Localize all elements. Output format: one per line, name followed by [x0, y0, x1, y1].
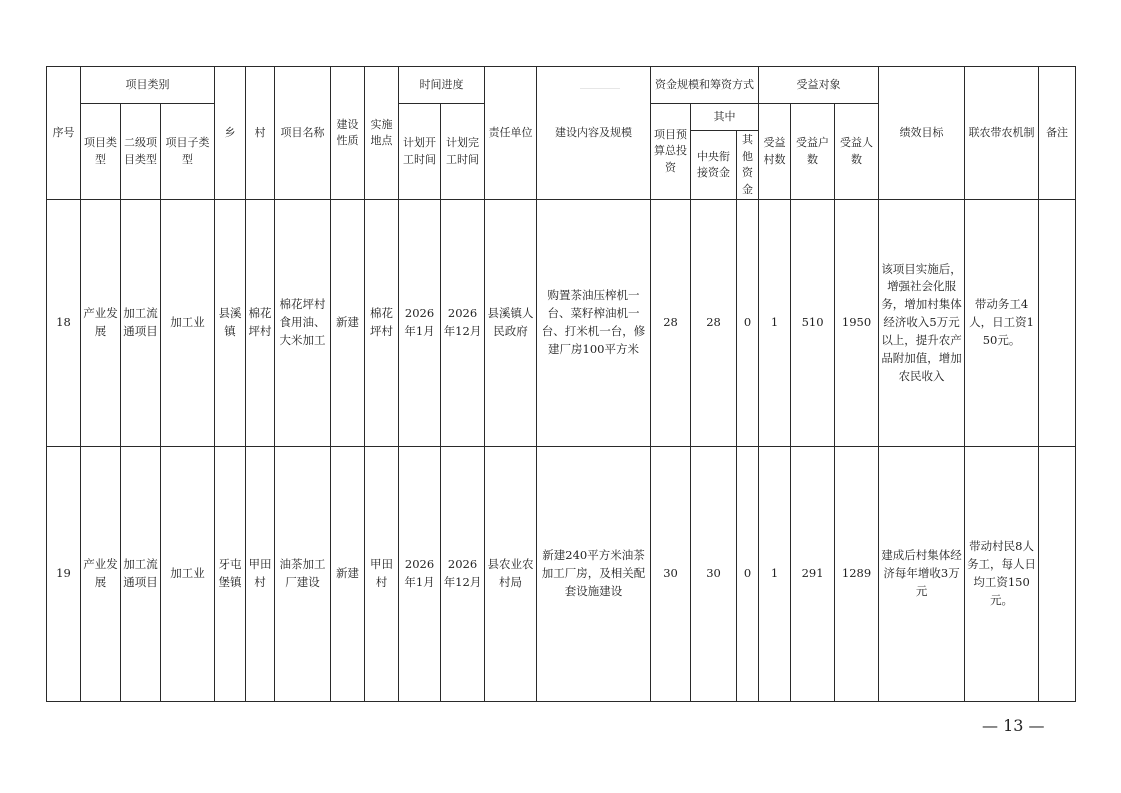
- cell-benefit-people: 1289: [835, 447, 879, 702]
- header-funding: 资金规模和筹资方式: [651, 67, 759, 104]
- cell-project-type: 产业发展: [81, 447, 121, 702]
- cell-project-type: 产业发展: [81, 200, 121, 447]
- cell-location: 棉花坪村: [365, 200, 399, 447]
- cell-location: 甲田村: [365, 447, 399, 702]
- table-row: [47, 447, 1076, 702]
- header-remarks: 备注: [1039, 67, 1076, 200]
- cell-village: 甲田村: [246, 447, 275, 702]
- cell-farmer-mechanism: 带动务工4人，日工资150元。: [965, 200, 1039, 447]
- cell-other-funds: 0: [737, 447, 759, 702]
- header-location: 实施地点: [365, 67, 399, 200]
- cell-secondary-type: 加工流通项目: [121, 200, 161, 447]
- cell-benefit-villages: 1: [759, 200, 791, 447]
- cell-serial: 18: [47, 200, 81, 447]
- header-village: 村: [246, 67, 275, 200]
- cell-central-funds: 28: [691, 200, 737, 447]
- cell-total-budget: 28: [651, 200, 691, 447]
- header-content-scale: 建设内容及规模: [537, 67, 651, 200]
- cell-benefit-villages: 1: [759, 447, 791, 702]
- header-project-type: 项目类型: [81, 104, 121, 200]
- faint-stamp-mark: [580, 88, 620, 103]
- header-other-funds: 其他资金: [737, 131, 759, 200]
- cell-township: 县溪镇: [215, 200, 246, 447]
- cell-content-scale: 购置茶油压榨机一台、菜籽榨油机一台、打米机一台，修建厂房100平方米: [537, 200, 651, 447]
- header-total-budget: 项目预算总投资: [651, 104, 691, 200]
- cell-planned-start: 2026年1月: [399, 447, 441, 702]
- header-township: 乡: [215, 67, 246, 200]
- cell-planned-end: 2026年12月: [441, 447, 485, 702]
- cell-benefit-households: 291: [791, 447, 835, 702]
- cell-planned-end: 2026年12月: [441, 200, 485, 447]
- cell-construction-nature: 新建: [331, 200, 365, 447]
- cell-village: 棉花坪村: [246, 200, 275, 447]
- header-beneficiaries: 受益对象: [759, 67, 879, 104]
- cell-farmer-mechanism: 带动村民8人务工，每人日均工资150元。: [965, 447, 1039, 702]
- header-of-which: 其中: [691, 104, 759, 131]
- header-performance-goal: 绩效目标: [879, 67, 965, 200]
- cell-content-scale: 新建240平方米油茶加工厂房，及相关配套设施建设: [537, 447, 651, 702]
- cell-other-funds: 0: [737, 200, 759, 447]
- cell-serial: 19: [47, 447, 81, 702]
- header-benefit-people: 受益人数: [835, 104, 879, 200]
- cell-remarks: [1039, 200, 1076, 447]
- header-serial: 序号: [47, 67, 81, 200]
- header-benefit-households: 受益户数: [791, 104, 835, 200]
- cell-central-funds: 30: [691, 447, 737, 702]
- header-planned-end: 计划完工时间: [441, 104, 485, 200]
- page-number: — 13 —: [982, 716, 1045, 735]
- cell-remarks: [1039, 447, 1076, 702]
- cell-responsible-unit: 县农业农村局: [485, 447, 537, 702]
- cell-sub-type: 加工业: [161, 447, 215, 702]
- header-project-category: 项目类别: [81, 67, 215, 104]
- cell-sub-type: 加工业: [161, 200, 215, 447]
- cell-secondary-type: 加工流通项目: [121, 447, 161, 702]
- project-table: [46, 66, 1076, 702]
- cell-benefit-people: 1950: [835, 200, 879, 447]
- cell-planned-start: 2026年1月: [399, 200, 441, 447]
- cell-project-name: 棉花坪村食用油、大米加工: [275, 200, 331, 447]
- cell-project-name: 油茶加工厂建设: [275, 447, 331, 702]
- header-sub-type: 项目子类型: [161, 104, 215, 200]
- cell-performance-goal: 建成后村集体经济每年增收3万元: [879, 447, 965, 702]
- header-project-name: 项目名称: [275, 67, 331, 200]
- cell-performance-goal: 该项目实施后，增强社会化服务，增加村集体经济收入5万元以上，提升农产品附加值，增加农民收入: [879, 200, 965, 447]
- cell-benefit-households: 510: [791, 200, 835, 447]
- header-planned-start: 计划开工时间: [399, 104, 441, 200]
- header-farmer-mechanism: 联农带农机制: [965, 67, 1039, 200]
- cell-construction-nature: 新建: [331, 447, 365, 702]
- header-schedule: 时间进度: [399, 67, 485, 104]
- table-row: [47, 200, 1076, 447]
- cell-township: 牙屯堡镇: [215, 447, 246, 702]
- header-construction-nature: 建设性质: [331, 67, 365, 200]
- cell-total-budget: 30: [651, 447, 691, 702]
- header-central-funds: 中央衔接资金: [691, 131, 737, 200]
- header-responsible-unit: 责任单位: [485, 67, 537, 200]
- header-secondary-type: 二级项目类型: [121, 104, 161, 200]
- cell-responsible-unit: 县溪镇人民政府: [485, 200, 537, 447]
- header-benefit-villages: 受益村数: [759, 104, 791, 200]
